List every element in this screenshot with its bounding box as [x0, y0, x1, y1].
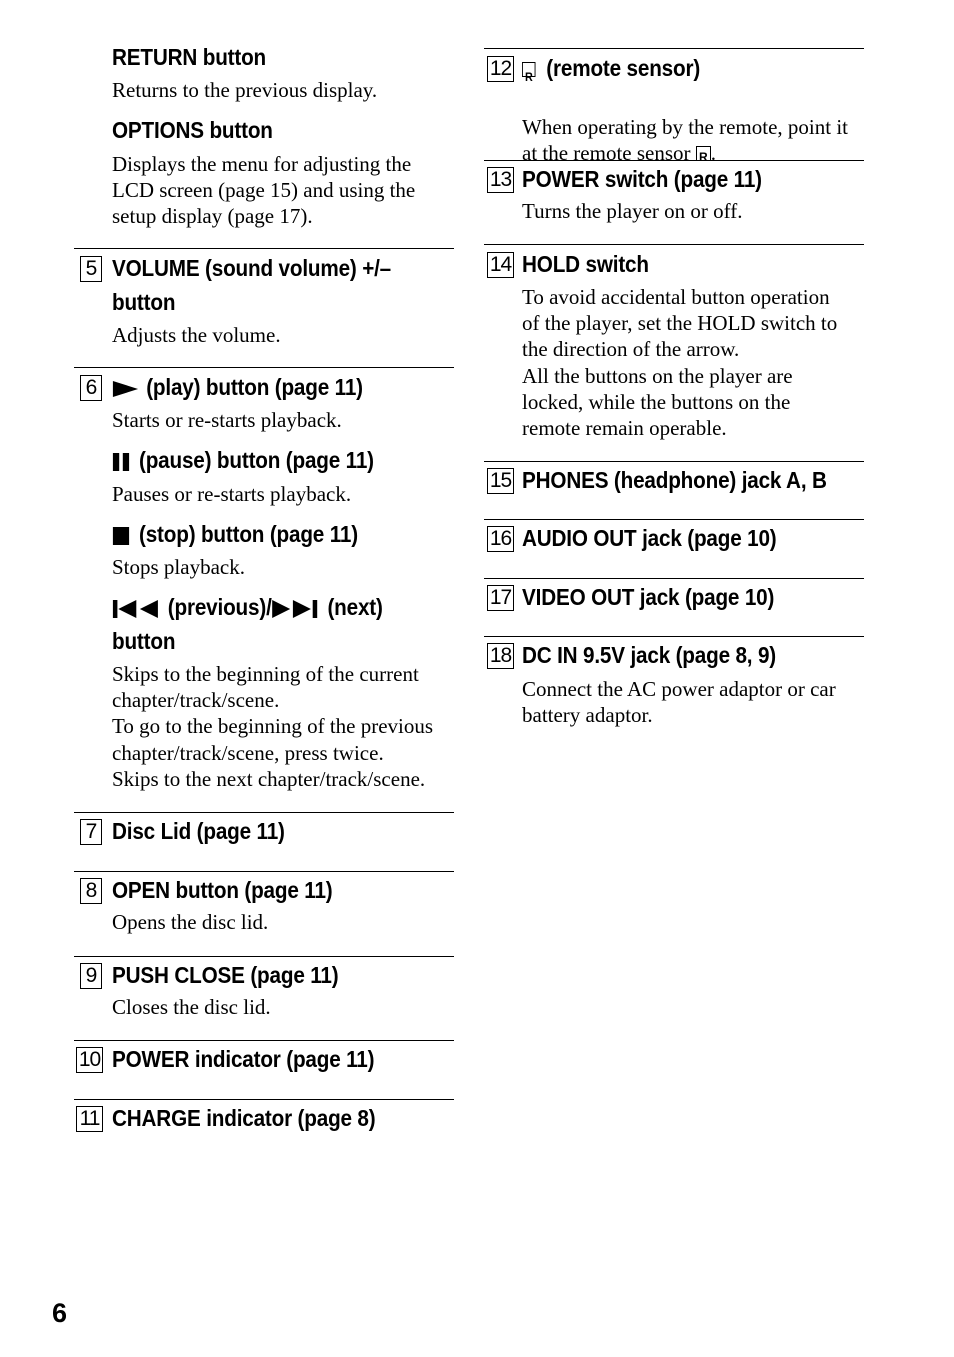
options-button-desc: Displays the menu for adjusting the LCD screen (page 15) and using the setup display (page 17).: [112, 152, 416, 229]
charge-indicator-title: CHARGE indicator (page 8): [112, 1105, 376, 1131]
return-button-desc: Returns to the previous display.: [112, 78, 378, 102]
section-divider: [74, 367, 454, 368]
audio-out-jack-title: AUDIO OUT jack (page 10): [522, 525, 777, 551]
item-number-12: 12: [487, 56, 514, 82]
item-number-8: 8: [80, 878, 102, 904]
dc-in-jack-title: DC IN 9.5V jack (page 8, 9): [522, 642, 776, 668]
item-number-10: 10: [76, 1047, 103, 1073]
open-button-desc: Opens the disc lid.: [112, 910, 269, 934]
item-number-18: 18: [487, 643, 514, 669]
push-close-desc: Closes the disc lid.: [112, 995, 271, 1019]
stop-icon: [112, 526, 132, 546]
pause-icon: [112, 452, 132, 472]
pause-button-desc: Pauses or re-starts playback.: [112, 482, 352, 506]
volume-button-title: VOLUME (sound volume) +/–: [112, 255, 392, 281]
options-button-title: OPTIONS button: [112, 117, 273, 143]
hold-switch-title: HOLD switch: [522, 251, 649, 277]
section-divider: [484, 160, 864, 161]
section-divider: [484, 578, 864, 579]
phones-jack-title: PHONES (headphone) jack A, B: [522, 467, 827, 493]
volume-button-desc: Adjusts the volume.: [112, 323, 281, 347]
remote-sensor-title: R (remote sensor): [522, 51, 700, 85]
prev-next-button-desc: Skips to the beginning of the current chapter/track/scene. To go to the beginning of the previous chapter/track/scene, press twice. Skips to the next chapter/track/scene.: [112, 662, 434, 791]
section-divider: [484, 636, 864, 637]
section-divider: [484, 244, 864, 245]
stop-button-title: (stop) button (page 11): [112, 517, 358, 551]
pause-button-title: (pause) button (page 11): [112, 443, 374, 477]
item-number-11: 11: [76, 1106, 103, 1132]
play-button-desc: Starts or re-starts playback.: [112, 408, 342, 432]
dc-in-jack-desc: Connect the AC power adaptor or car battery adaptor.: [522, 677, 836, 728]
item-number-16: 16: [487, 526, 514, 552]
item-number-9: 9: [80, 963, 102, 989]
section-divider: [484, 519, 864, 520]
item-number-13: 13: [487, 167, 514, 193]
section-divider: [74, 1040, 454, 1041]
section-divider: [74, 871, 454, 872]
power-indicator-title: POWER indicator (page 11): [112, 1046, 375, 1072]
page-number: 6: [52, 1298, 68, 1328]
prev-next-button-title: (previous)/ (next): [112, 590, 383, 624]
section-divider: [484, 48, 864, 49]
push-close-title: PUSH CLOSE (page 11): [112, 962, 339, 988]
power-switch-desc: Turns the player on or off.: [522, 199, 743, 223]
section-divider: [74, 1099, 454, 1100]
previous-icon: [112, 599, 161, 619]
volume-button-title-cont: button: [112, 289, 176, 315]
return-button-title: RETURN button: [112, 44, 267, 70]
power-switch-title: POWER switch (page 11): [522, 166, 762, 192]
open-button-title: OPEN button (page 11): [112, 877, 333, 903]
item-number-7: 7: [80, 819, 102, 845]
section-divider: [74, 248, 454, 249]
item-number-15: 15: [487, 468, 514, 494]
disc-lid-title: Disc Lid (page 11): [112, 818, 285, 844]
stop-button-desc: Stops playback.: [112, 555, 245, 579]
prev-next-button-title-cont: button: [112, 628, 176, 654]
play-icon: [112, 379, 139, 399]
item-number-14: 14: [487, 252, 514, 278]
hold-switch-desc: To avoid accidental button operation of the player, set the HOLD switch to the direction of the arrow. All the buttons on the player are locked, while the buttons on the remote remain operable.: [522, 285, 838, 441]
play-button-title: (play) button (page 11): [112, 370, 363, 404]
video-out-jack-title: VIDEO OUT jack (page 10): [522, 584, 775, 610]
remote-sensor-desc: When operating by the remote, point it at the remote sensor R .: [522, 88, 848, 167]
section-divider: [74, 812, 454, 813]
section-divider: [74, 956, 454, 957]
item-number-17: 17: [487, 585, 514, 611]
section-divider: [484, 461, 864, 462]
item-number-6: 6: [80, 375, 102, 401]
item-number-5: 5: [80, 256, 102, 282]
next-icon: [272, 599, 321, 619]
remote-sensor-icon: [522, 62, 536, 77]
